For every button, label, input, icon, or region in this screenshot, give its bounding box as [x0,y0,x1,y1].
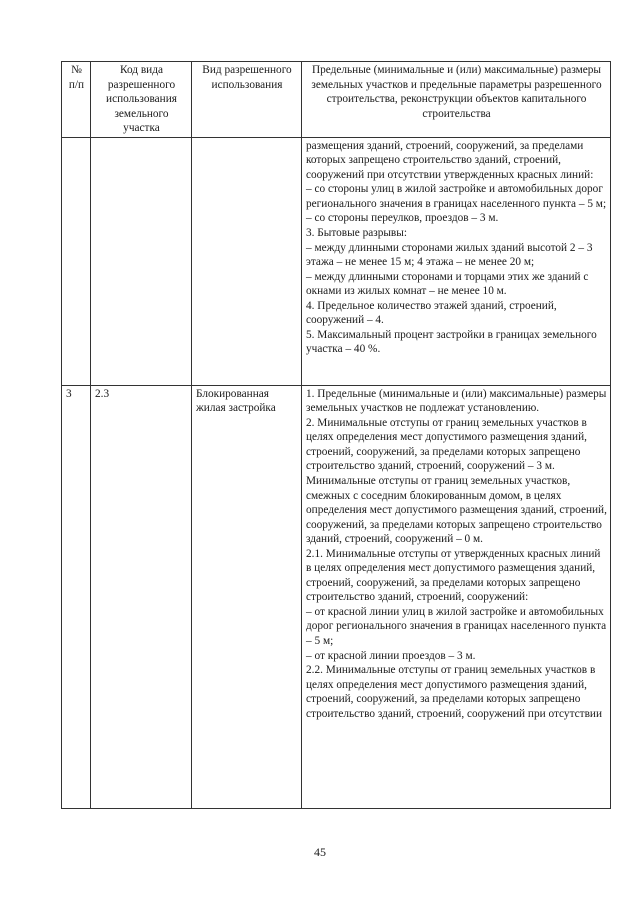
page-number: 45 [314,845,326,859]
parameter-line: – со стороны переулков, проездов – 3 м. [306,212,499,225]
header-parameters: Предельные (минимальные и (или) максимальные) размеры земельных участков и предельные параметры разрешенного строительства, реконструкции объектов капитального строительства [302,62,611,138]
cell-parameters [302,385,611,808]
header-use-type: Вид разрешенного использования [192,62,302,138]
cell-number: 3 [62,385,91,808]
parameter-line: размещения зданий, строений, сооружений, за пределами которых запрещено строительство зданий, строений, сооружений при отсутствии утвержденных красных линий: [306,139,594,181]
parameter-line: 4. Предельное количество этажей зданий, строений, сооружений – 4. [306,299,557,327]
parameter-line: Минимальные отступы от границ земельных участков, смежных с соседним блокированным домом, в целях определения мест допустимого размещения зданий, строений, сооружений, за пределами которых запрещено строительство зданий, строений, сооружений – 0 м. [306,475,607,546]
cell-number [62,137,91,385]
table-row-3 [62,385,611,808]
table-header-row [62,62,611,138]
parameter-line: – со стороны улиц в жилой застройке и автомобильных дорог регионального значения в границах населенного пункта – 5 м; [306,183,607,210]
cell-code: 2.3 [91,385,192,808]
cell-use-type: Блокированная жилая застройка [192,385,302,808]
parameter-line: – от красной линии проездов – 3 м. [306,649,476,662]
parameter-line: 2. Минимальные отступы от границ земельных участков в целях определения мест допустимого размещения зданий, строений, сооружений, за пределами которых запрещено строительство зданий, строений, сооружений – 3 м. [306,416,587,473]
parameter-line: – между длинными сторонами и торцами этих же зданий с окнами из жилых комнат – не менее 10 м. [306,270,589,298]
parameter-line: 2.2. Минимальные отступы от границ земельных участков в целях определения мест допустимого размещения зданий, строений, сооружений, за пределами которых запрещено строительство зданий, строений, сооружений при отсутствии [306,664,603,720]
header-code: Код вида разрешенного использования земельного участка [91,62,192,138]
parameter-line: – от красной линии улиц в жилой застройке и автомобильных дорог регионального значения в границах населенного пункта – 5 м; [306,605,607,648]
parameter-line: – между длинными сторонами жилых зданий высотой 2 – 3 этажа – не менее 15 м; 4 этажа – не менее 20 м; [306,241,593,269]
table-row-continuation [62,137,611,385]
parameter-line: 1. Предельные (минимальные и (или) максимальные) размеры земельных участков не подлежат установлению. [306,387,607,415]
land-use-regulations-table [61,61,611,809]
cell-code [91,137,192,385]
parameter-line: 5. Максимальный процент застройки в границах земельного участка – 40 %. [306,328,597,356]
parameter-line: 2.1. Минимальные отступы от утвержденных красных линий в целях определения мест допустимого размещения зданий, строений, сооружений, за пределами которых запрещено строительство зданий, строений, сооружений: [306,547,601,604]
header-number: № п/п [62,62,91,138]
parameter-line: 3. Бытовые разрывы: [306,227,407,240]
cell-parameters [302,137,611,385]
cell-use-type [192,137,302,385]
